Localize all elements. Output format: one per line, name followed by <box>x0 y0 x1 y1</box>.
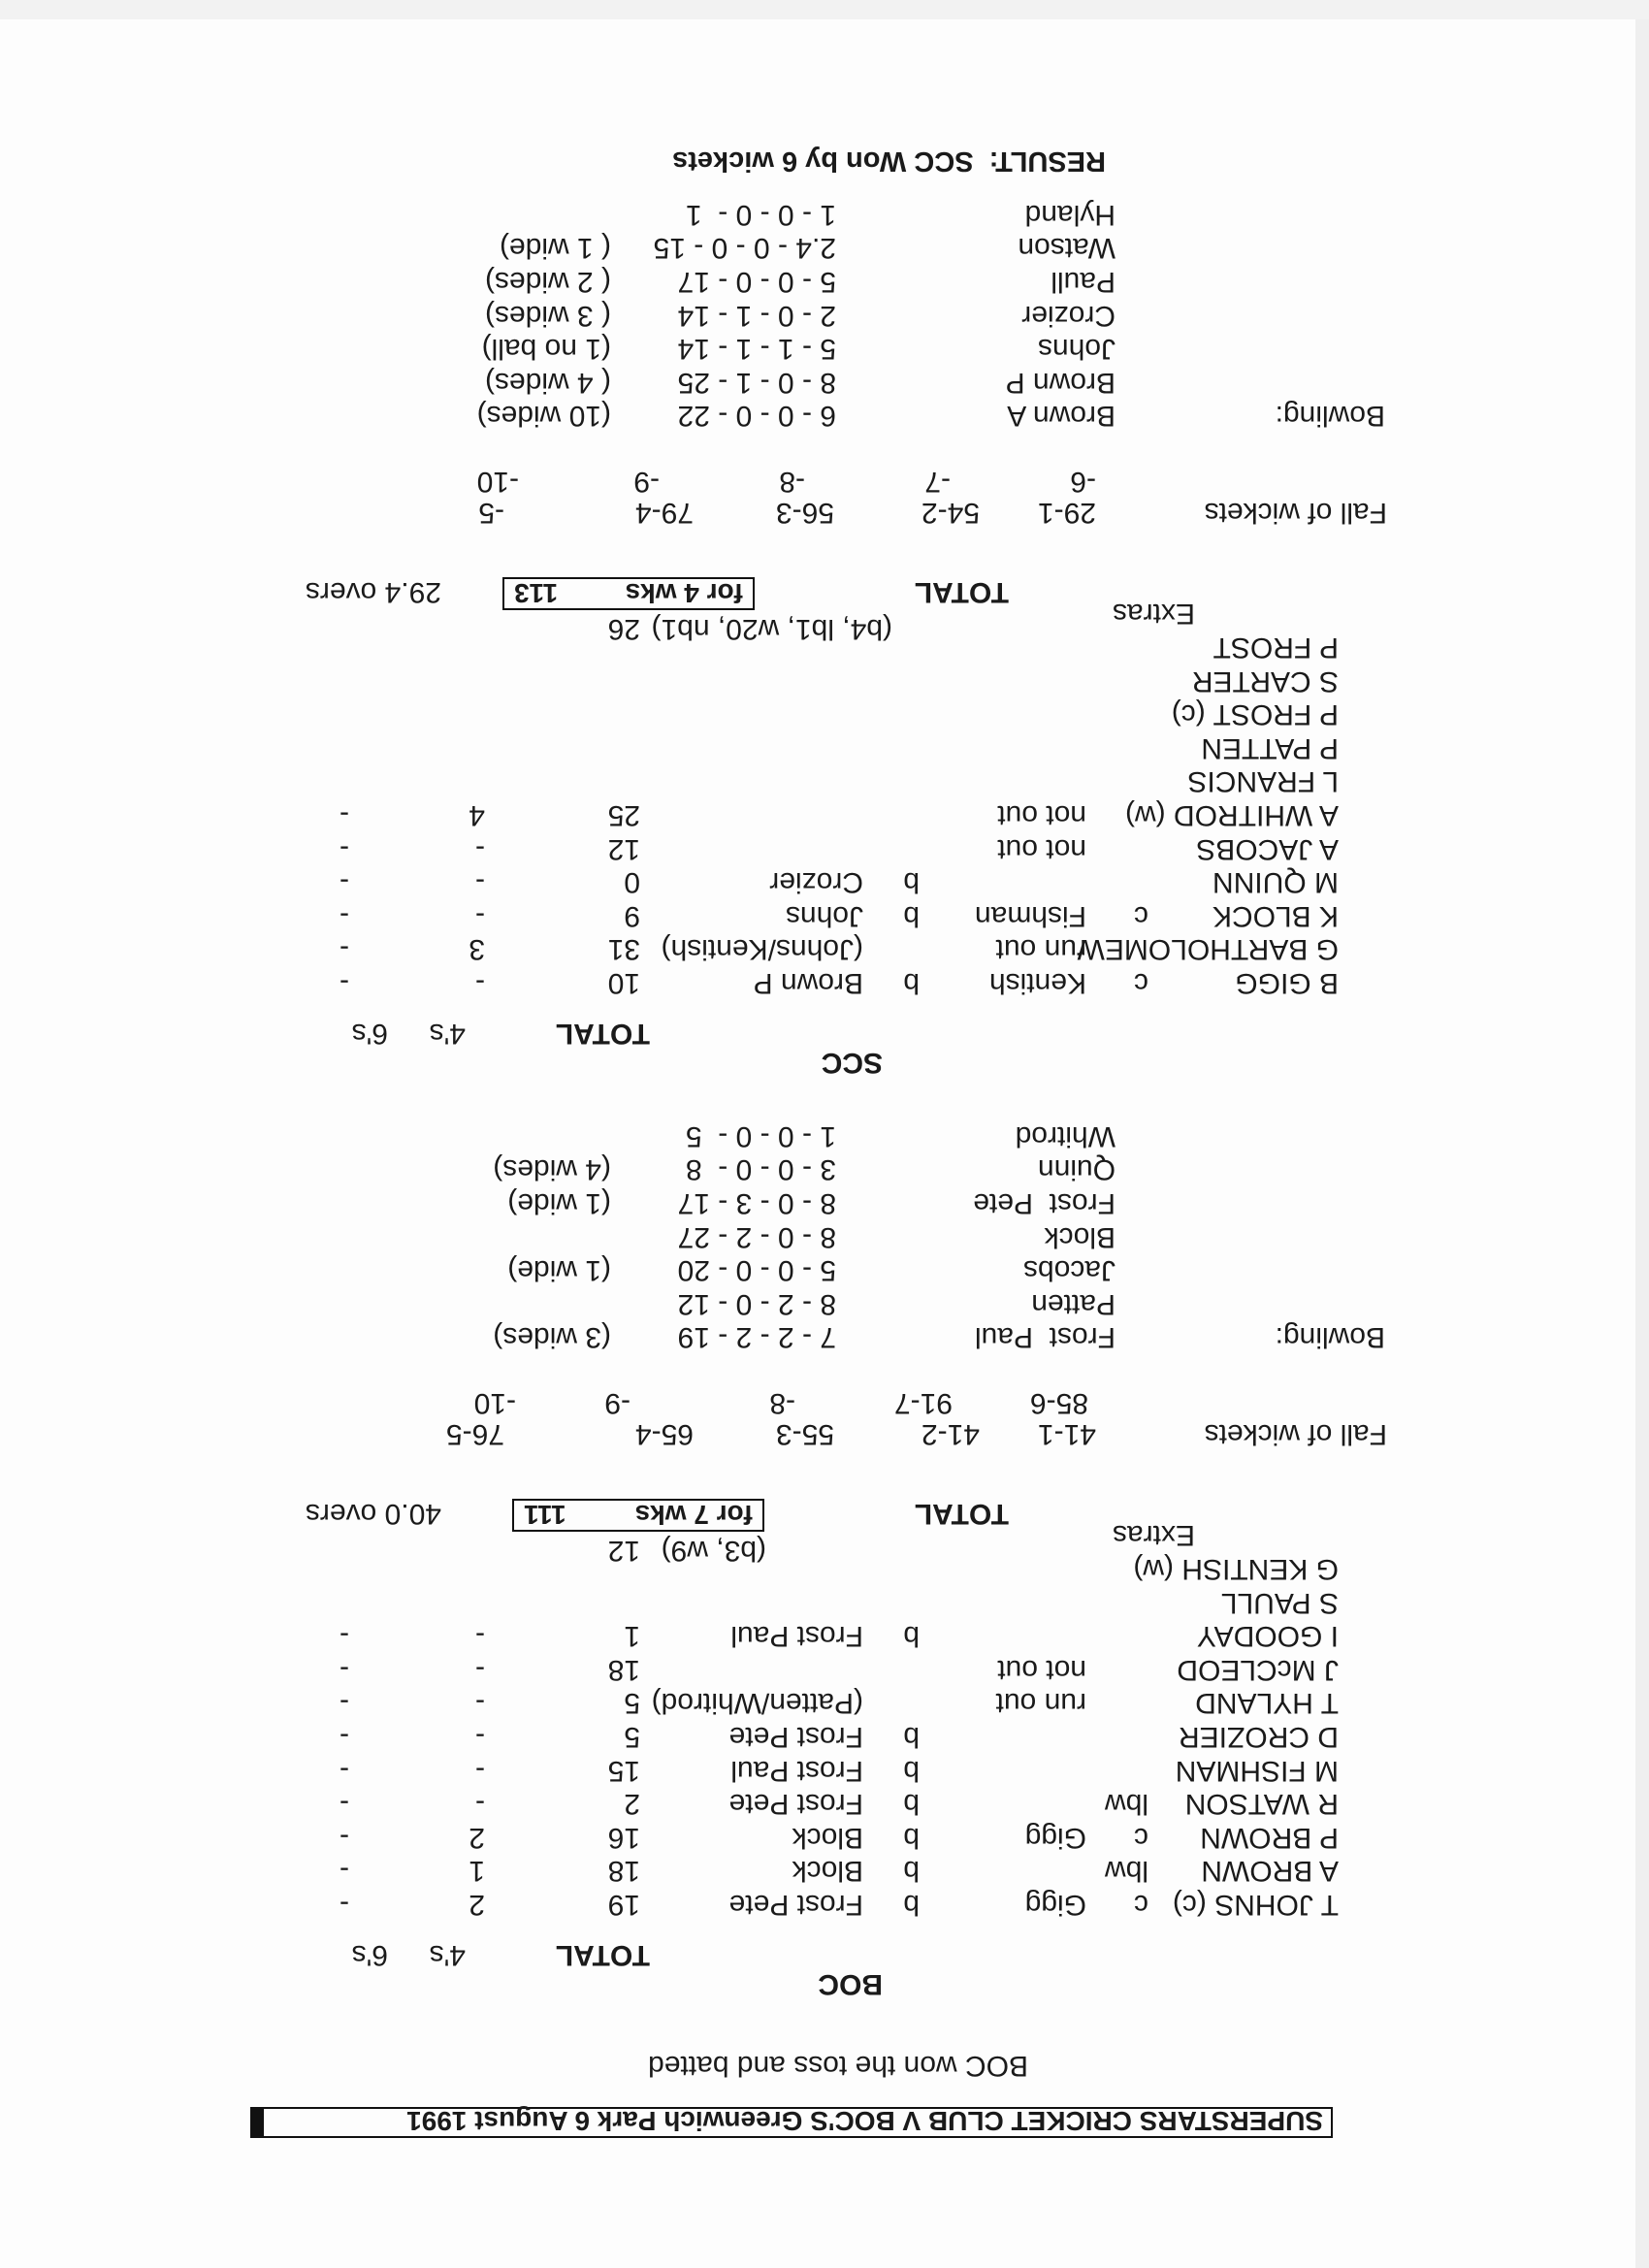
team-heading: BOC <box>818 1968 883 2000</box>
bowling-figures: 8 - 2 - 0 - 12 <box>677 1287 836 1320</box>
fielder: Kentish <box>988 967 1086 999</box>
bowling-figures: 8 - 0 - 1 - 25 <box>677 366 836 399</box>
sixes: - <box>340 832 349 865</box>
col-4s-heading: 4's <box>429 1939 466 1971</box>
bowling-figures: 5 - 1 - 1 - 14 <box>677 333 836 366</box>
sixes: - <box>340 1653 349 1686</box>
overs: 29.4 overs <box>305 576 441 609</box>
fours: 3 <box>469 933 485 966</box>
scan-edge-left <box>1635 0 1649 2268</box>
fielder: not out <box>997 799 1086 831</box>
bowling-figures: 3 - 0 - 0 - 8 <box>685 1153 836 1186</box>
bowling-figures: 5 - 0 - 0 - 20 <box>677 1254 836 1287</box>
batter-name: J McCLEOD <box>1177 1653 1339 1686</box>
bowler-name: Jacobs <box>1022 1254 1116 1287</box>
fielder: Fishman <box>974 899 1086 932</box>
fow-value: 76-5 <box>445 1418 504 1451</box>
fow-value: 54-2 <box>921 497 980 530</box>
sixes: - <box>340 1788 349 1821</box>
bowler-name: Paull <box>1051 266 1116 298</box>
batter-name: P FROST <box>1212 632 1339 664</box>
fow-value: 85-6 <box>1029 1387 1088 1420</box>
batter-name: M FISHMAN <box>1175 1754 1339 1787</box>
batter-name: I GOODAY <box>1196 1620 1339 1653</box>
fours: - <box>475 899 485 932</box>
sixes: - <box>340 1889 349 1921</box>
fielder: not out <box>997 832 1086 865</box>
bowler: (Johns/Kentish) <box>661 933 863 966</box>
bowling-label: Bowling: <box>1275 1321 1385 1354</box>
extras-label: Extras <box>1112 598 1195 631</box>
runs: 16 <box>607 1821 640 1854</box>
runs: 18 <box>607 1855 640 1888</box>
dismissal-type: c <box>1134 1889 1148 1921</box>
bowler: Frost Paul <box>730 1620 863 1653</box>
fow-value: 29-1 <box>1037 497 1096 530</box>
bowler-name: Johns <box>1037 333 1116 366</box>
fow-value: -7 <box>924 466 951 499</box>
bowled-marker: b <box>903 1788 920 1821</box>
bowler: Block <box>792 1855 863 1888</box>
fielder: Gigg <box>1024 1821 1086 1854</box>
fours: - <box>475 1653 485 1686</box>
bowling-figures: 2 - 0 - 1 - 14 <box>677 299 836 332</box>
runs: 0 <box>624 866 640 899</box>
fow-value: 91-7 <box>893 1387 953 1420</box>
fours: - <box>475 1687 485 1720</box>
bowler: Crozier <box>769 866 863 899</box>
batter-name: T JOHNS (c) <box>1172 1889 1339 1921</box>
bowling-figures: 8 - 0 - 2 - 27 <box>677 1220 836 1253</box>
runs: 5 <box>624 1721 640 1753</box>
col-6s-heading: 6's <box>351 1018 388 1050</box>
bowler-name: Whitrod <box>1015 1119 1116 1152</box>
fow-value: 79-4 <box>634 497 694 530</box>
fielder: Gigg <box>1024 1889 1086 1921</box>
dismissal-type: lbw <box>1104 1788 1148 1821</box>
fow-value: 41-2 <box>921 1418 980 1451</box>
fow-value: 55-3 <box>775 1418 834 1451</box>
bowling-figures: 1 - 0 - 0 - 1 <box>685 198 836 231</box>
fours: - <box>475 832 485 865</box>
title-box <box>250 2107 1333 2138</box>
bowled-marker: b <box>903 899 920 932</box>
sixes: - <box>340 1754 349 1787</box>
sixes: - <box>340 899 349 932</box>
bowler-name: Watson <box>1018 232 1116 265</box>
runs: 9 <box>624 899 640 932</box>
runs: 31 <box>607 933 640 966</box>
runs: 19 <box>607 1889 640 1921</box>
sixes: - <box>340 1721 349 1753</box>
bowler: (Patten/Whitrod) <box>651 1687 863 1720</box>
bowler-name: Block <box>1044 1220 1116 1253</box>
fours: - <box>475 967 485 999</box>
bowled-marker: b <box>903 1620 920 1653</box>
bowler: Brown P <box>753 967 863 999</box>
bowler: Frost Pete <box>728 1889 863 1921</box>
bowler-name: Patten <box>1031 1287 1116 1320</box>
runs: 18 <box>607 1653 640 1686</box>
bowled-marker: b <box>903 866 920 899</box>
fall-of-wickets-label: Fall of wickets <box>1204 1418 1387 1451</box>
bowling-note: ( 2 wides) <box>484 266 611 298</box>
batter-name: P BROWN <box>1200 1821 1339 1854</box>
bowled-marker: b <box>903 967 920 999</box>
col-total-heading: TOTAL <box>555 1018 650 1050</box>
bowler-name: Hyland <box>1024 198 1116 231</box>
extras-detail: (b3, w9) <box>661 1535 766 1568</box>
fielder: run out <box>995 1687 1086 1720</box>
bowler: Block <box>792 1821 863 1854</box>
fow-value: -8 <box>769 1387 795 1420</box>
runs: 15 <box>607 1754 640 1787</box>
bowling-note: ( 3 wides) <box>484 299 611 332</box>
bowling-label: Bowling: <box>1275 400 1385 433</box>
team-heading: SCC <box>821 1047 883 1079</box>
total-wickets: for 4 wks <box>625 578 743 609</box>
bowler-name: Frost Pete <box>973 1187 1116 1219</box>
sixes: - <box>340 933 349 966</box>
batter-name: S CARTER <box>1191 664 1339 697</box>
bowling-note: (1 wide) <box>507 1254 611 1287</box>
total-box <box>502 577 755 610</box>
extras-value: 12 <box>607 1535 640 1568</box>
batter-name: S PAULL <box>1220 1586 1339 1619</box>
runs: 5 <box>624 1687 640 1720</box>
fours: - <box>475 866 485 899</box>
match-result: RESULT: SCC Won by 6 wickets <box>672 146 1106 177</box>
fielder: run out <box>995 933 1086 966</box>
sixes: - <box>340 866 349 899</box>
bowling-figures: 1 - 0 - 0 - 5 <box>685 1119 836 1152</box>
bowler: Johns <box>785 899 863 932</box>
total-box <box>512 1499 764 1532</box>
col-4s-heading: 4's <box>429 1018 466 1050</box>
overs: 40.0 overs <box>305 1498 441 1531</box>
fours: 4 <box>469 799 485 831</box>
sixes: - <box>340 799 349 831</box>
batter-name: M QUINN <box>1212 866 1339 899</box>
bowling-note: (1 no ball) <box>481 333 611 366</box>
total-runs: 113 <box>514 578 559 609</box>
bowled-marker: b <box>903 1889 920 1921</box>
bowler-name: Crozier <box>1021 299 1116 332</box>
bowled-marker: b <box>903 1721 920 1753</box>
bowling-note: (1 wide) <box>507 1187 611 1219</box>
scan-edge-bottom <box>0 0 1649 19</box>
fours: - <box>475 1788 485 1821</box>
col-6s-heading: 6's <box>351 1939 388 1971</box>
batter-name: A BROWN <box>1201 1855 1339 1888</box>
fow-value: -8 <box>779 466 805 499</box>
batter-name: R WATSON <box>1184 1788 1339 1821</box>
dismissal-type: lbw <box>1104 1855 1148 1888</box>
runs: 12 <box>607 832 640 865</box>
sixes: - <box>340 967 349 999</box>
fow-value: 65-4 <box>634 1418 694 1451</box>
batter-name: G KENTISH (w) <box>1133 1553 1339 1585</box>
fours: - <box>475 1754 485 1787</box>
batter-name: A JACOBS <box>1196 832 1339 865</box>
batter-name: K BLOCK <box>1212 899 1339 932</box>
bowling-figures: 5 - 0 - 0 - 17 <box>677 266 836 298</box>
bowling-figures: 8 - 0 - 3 - 17 <box>677 1187 836 1219</box>
fours: - <box>475 1620 485 1653</box>
bowling-note: ( 4 wides) <box>484 366 611 399</box>
extras-detail: (b4, lb1, w20, nb1) <box>651 613 892 646</box>
bowling-figures: 7 - 2 - 2 - 19 <box>677 1321 836 1354</box>
extras-value: 26 <box>607 613 640 646</box>
batter-name: B GIGG <box>1235 967 1339 999</box>
fours: - <box>475 1721 485 1753</box>
batter-name: P PATTEN <box>1201 731 1339 764</box>
runs: 10 <box>607 967 640 999</box>
col-total-heading: TOTAL <box>555 1939 650 1971</box>
bowled-marker: b <box>903 1855 920 1888</box>
batter-name: P FROST (c) <box>1171 698 1339 731</box>
bowler-name: Frost Paul <box>974 1321 1116 1354</box>
sixes: - <box>340 1821 349 1854</box>
sixes: - <box>340 1687 349 1720</box>
fow-value: -10 <box>476 466 519 499</box>
batter-name: A WHITROD (w) <box>1125 799 1339 831</box>
bowler: Frost Pete <box>728 1721 863 1753</box>
fow-value: -10 <box>473 1387 516 1420</box>
fow-value: -6 <box>1070 466 1096 499</box>
total-wickets: for 7 wks <box>634 1500 753 1531</box>
bowler-name: Brown A <box>1007 400 1116 433</box>
sixes: - <box>340 1620 349 1653</box>
total-label: TOTAL <box>914 576 1009 609</box>
bowler: Frost Paul <box>730 1754 863 1787</box>
toss-result: BOC won the toss and batted <box>648 2050 1028 2082</box>
bowler-name: Brown P <box>1005 366 1116 399</box>
fow-value: -9 <box>604 1387 630 1420</box>
bowler-name: Quinn <box>1037 1153 1116 1186</box>
fow-value: -5 <box>478 497 504 530</box>
bowled-marker: b <box>903 1821 920 1854</box>
total-runs: 111 <box>524 1500 566 1531</box>
fours: 2 <box>469 1821 485 1854</box>
extras-label: Extras <box>1112 1519 1195 1552</box>
batter-name: T HYLAND <box>1195 1687 1339 1720</box>
runs: 2 <box>624 1788 640 1821</box>
fow-value: -9 <box>633 466 660 499</box>
fow-value: 41-1 <box>1037 1418 1096 1451</box>
bowling-note: (3 wides) <box>493 1321 611 1354</box>
batter-name: G BARTHOLOMEW <box>1077 933 1339 966</box>
bowler: Frost Pete <box>728 1788 863 1821</box>
dismissal-type: c <box>1134 967 1148 999</box>
bowling-figures: 6 - 0 - 0 - 22 <box>677 400 836 433</box>
dismissal-type: c <box>1134 1821 1148 1854</box>
fow-value: 56-3 <box>775 497 834 530</box>
batter-name: L FRANCIS <box>1187 765 1339 798</box>
batter-name: D CROZIER <box>1179 1721 1339 1753</box>
fours: 1 <box>469 1855 485 1888</box>
runs: 25 <box>607 799 640 831</box>
fours: 2 <box>469 1889 485 1921</box>
bowled-marker: b <box>903 1754 920 1787</box>
runs: 1 <box>624 1620 640 1653</box>
fall-of-wickets-label: Fall of wickets <box>1204 497 1387 530</box>
bowling-note: ( 1 wide) <box>499 232 611 265</box>
fielder: not out <box>997 1653 1086 1686</box>
bowling-figures: 2.4 - 0 - 0 - 15 <box>653 232 836 265</box>
dismissal-type: c <box>1134 899 1148 932</box>
bowling-note: (4 wides) <box>493 1153 611 1186</box>
match-title: SUPERSTARS CRICKET CLUB V BOC'S Greenwich Park 6 August 1991 <box>406 2106 1323 2136</box>
bowling-note: (10 wides) <box>476 400 611 433</box>
sixes: - <box>340 1855 349 1888</box>
total-label: TOTAL <box>914 1498 1009 1531</box>
